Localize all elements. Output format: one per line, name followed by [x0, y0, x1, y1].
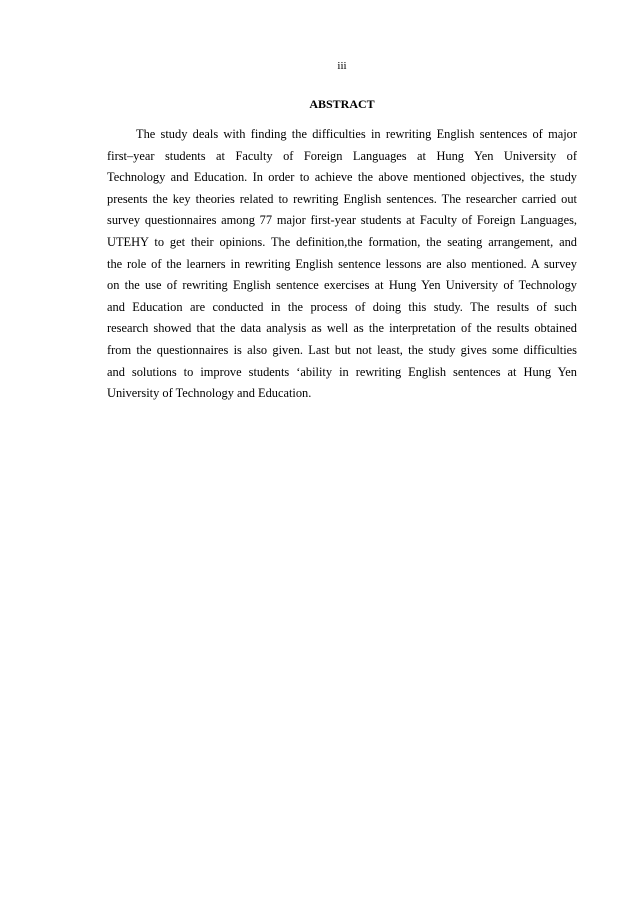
- abstract-line: presents the key theories related to rewriting English sentences. The researcher carried out: [107, 191, 577, 206]
- abstract-line: UTEHY to get their opinions. The definition,the formation, the seating arrangement, and: [107, 234, 577, 249]
- page-number: iii: [337, 60, 347, 72]
- abstract-line: The study deals with finding the difficulties in rewriting English sentences of major: [136, 127, 577, 141]
- abstract-line: research showed that the data analysis as well as the interpretation of the results obtained: [107, 321, 577, 336]
- abstract-line: the role of the learners in rewriting English sentence lessons are also mentioned. A survey: [107, 256, 577, 271]
- abstract-line: and Education are conducted in the process of doing this study. The results of such: [107, 299, 577, 314]
- abstract-line: from the questionnaires is also given. Last but not least, the study gives some difficulties: [107, 342, 577, 357]
- abstract-line: survey questionnaires among 77 major first-year students at Faculty of Foreign Languages,: [107, 213, 577, 228]
- abstract-line: first–year students at Faculty of Foreign Languages at Hung Yen University of: [107, 148, 577, 163]
- abstract-heading: ABSTRACT: [309, 97, 375, 111]
- abstract-line: Technology and Education. In order to achieve the above mentioned objectives, the study: [107, 170, 577, 185]
- abstract-line: and solutions to improve students ‘ability in rewriting English sentences at Hung Yen: [107, 364, 577, 379]
- abstract-paragraph: [107, 124, 577, 405]
- abstract-line: on the use of rewriting English sentence exercises at Hung Yen University of Technology: [107, 278, 577, 293]
- abstract-line: University of Technology and Education.: [107, 386, 312, 401]
